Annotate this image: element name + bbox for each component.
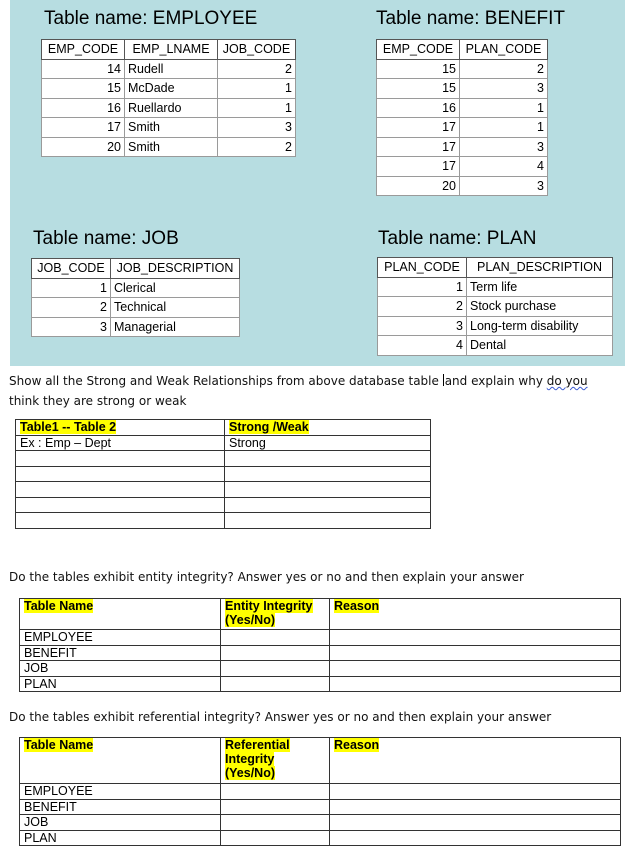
table-row <box>377 79 548 99</box>
table-row <box>20 799 621 815</box>
column-header: EMP_LNAME <box>125 40 218 60</box>
table-cell: 17 <box>377 157 460 177</box>
column-header: PLAN_DESCRIPTION <box>467 258 613 278</box>
table-cell[interactable] <box>16 513 225 529</box>
table-cell: 20 <box>377 176 460 196</box>
column-header: Table Name <box>20 599 221 630</box>
table-cell: 4 <box>378 336 467 356</box>
table-cell: 1 <box>32 278 111 298</box>
question-text: Show all the Strong and Weak Relationships from above database table <box>9 374 443 388</box>
table-header-row <box>20 599 621 630</box>
table-row <box>42 79 296 99</box>
table-cell: 16 <box>42 98 125 118</box>
table-cell: EMPLOYEE <box>20 630 221 646</box>
table-cell: PLAN <box>20 830 221 846</box>
column-header: PLAN_CODE <box>378 258 467 278</box>
table-cell[interactable] <box>330 815 621 831</box>
relationships-table <box>15 419 431 529</box>
table-cell[interactable] <box>16 482 225 498</box>
table-cell: 4 <box>460 157 548 177</box>
table-cell: Dental <box>467 336 613 356</box>
table-row <box>42 59 296 79</box>
table-cell: 3 <box>460 176 548 196</box>
table-cell: 2 <box>218 59 296 79</box>
table-cell[interactable] <box>16 497 225 513</box>
table-cell: 3 <box>460 137 548 157</box>
table-cell: 3 <box>32 317 111 337</box>
table-cell: 3 <box>460 79 548 99</box>
question-text: and explain why <box>444 374 547 388</box>
question-referential-integrity: Do the tables exhibit referential integrity? Answer yes or no and then explain your answer <box>9 710 552 724</box>
column-header: Strong /Weak <box>225 420 431 436</box>
table-cell: BENEFIT <box>20 645 221 661</box>
table-row <box>377 59 548 79</box>
table-cell: 1 <box>378 277 467 297</box>
table-row <box>16 435 431 451</box>
table-cell: 3 <box>378 316 467 336</box>
table-row[interactable] <box>16 466 431 482</box>
table-cell: 15 <box>42 79 125 99</box>
table-cell[interactable] <box>225 466 431 482</box>
table-row <box>20 645 621 661</box>
table-cell: Strong <box>225 435 431 451</box>
table-cell[interactable] <box>225 513 431 529</box>
table-row <box>20 661 621 677</box>
table-row <box>377 118 548 138</box>
question-entity-integrity: Do the tables exhibit entity integrity? Answer yes or no and then explain your answer <box>9 570 524 584</box>
job-table-title: Table name: JOB <box>33 228 179 249</box>
table-cell[interactable] <box>16 451 225 467</box>
table-cell[interactable] <box>221 815 330 831</box>
column-header: Table Name <box>20 738 221 784</box>
table-row <box>378 336 613 356</box>
table-row <box>42 118 296 138</box>
table-cell[interactable] <box>221 830 330 846</box>
table-header-row <box>42 40 296 60</box>
table-cell: BENEFIT <box>20 799 221 815</box>
question-relationships <box>9 371 588 411</box>
table-cell: PLAN <box>20 676 221 692</box>
table-cell[interactable] <box>330 645 621 661</box>
table-header-row <box>20 738 621 784</box>
table-cell[interactable] <box>221 630 330 646</box>
entity-integrity-table <box>19 598 621 692</box>
table-header-row <box>377 40 548 60</box>
column-header: Referential Integrity (Yes/No) <box>221 738 330 784</box>
column-header: JOB_CODE <box>218 40 296 60</box>
table-cell: 2 <box>218 137 296 157</box>
table-row <box>20 676 621 692</box>
table-row <box>377 176 548 196</box>
column-header: Entity Integrity (Yes/No) <box>221 599 330 630</box>
employee-table <box>41 39 296 157</box>
table-row <box>20 815 621 831</box>
table-row <box>20 830 621 846</box>
table-cell: 1 <box>460 118 548 138</box>
table-row <box>20 630 621 646</box>
column-header: Reason <box>330 738 621 784</box>
table-cell: 16 <box>377 98 460 118</box>
job-table <box>31 258 240 337</box>
table-cell[interactable] <box>225 451 431 467</box>
table-cell: Smith <box>125 137 218 157</box>
table-cell: Rudell <box>125 59 218 79</box>
table-cell[interactable] <box>225 497 431 513</box>
question-text: do you <box>546 374 588 388</box>
table-cell[interactable] <box>330 784 621 800</box>
table-cell: 17 <box>377 118 460 138</box>
table-header-row <box>378 258 613 278</box>
column-header: JOB_CODE <box>32 259 111 279</box>
table-cell: 2 <box>378 297 467 317</box>
table-row[interactable] <box>16 451 431 467</box>
table-cell[interactable] <box>221 645 330 661</box>
table-header-row <box>16 420 431 436</box>
table-cell: JOB <box>20 661 221 677</box>
table-cell: 2 <box>460 59 548 79</box>
table-row <box>42 98 296 118</box>
table-row <box>377 137 548 157</box>
table-cell: 1 <box>460 98 548 118</box>
table-row[interactable] <box>16 497 431 513</box>
table-row[interactable] <box>16 513 431 529</box>
table-cell: Ex : Emp – Dept <box>16 435 225 451</box>
table-cell[interactable] <box>16 466 225 482</box>
column-header: Reason <box>330 599 621 630</box>
table-cell: 20 <box>42 137 125 157</box>
table-row <box>32 317 240 337</box>
table-cell: 3 <box>218 118 296 138</box>
benefit-table <box>376 39 548 196</box>
table-cell[interactable] <box>221 784 330 800</box>
table-row <box>378 316 613 336</box>
table-cell: Ruellardo <box>125 98 218 118</box>
table-row <box>378 297 613 317</box>
table-cell: 17 <box>42 118 125 138</box>
benefit-table-title: Table name: BENEFIT <box>376 8 566 29</box>
table-cell: Managerial <box>111 317 240 337</box>
table-row <box>32 298 240 318</box>
table-cell[interactable] <box>221 661 330 677</box>
table-cell: Term life <box>467 277 613 297</box>
text-cursor <box>443 374 444 386</box>
question-text: think they are strong or weak <box>9 394 187 408</box>
table-row <box>378 277 613 297</box>
table-cell: Long-term disability <box>467 316 613 336</box>
table-cell: 17 <box>377 137 460 157</box>
table-cell: JOB <box>20 815 221 831</box>
table-cell[interactable] <box>330 630 621 646</box>
table-cell[interactable] <box>221 676 330 692</box>
table-cell[interactable] <box>221 799 330 815</box>
table-cell: 15 <box>377 59 460 79</box>
table-cell[interactable] <box>330 661 621 677</box>
employee-table-title: Table name: EMPLOYEE <box>44 8 258 29</box>
table-cell: 2 <box>32 298 111 318</box>
table-cell: 1 <box>218 98 296 118</box>
table-row[interactable] <box>16 482 431 498</box>
referential-integrity-table <box>19 737 621 846</box>
table-cell: McDade <box>125 79 218 99</box>
table-header-row <box>32 259 240 279</box>
table-cell[interactable] <box>330 799 621 815</box>
table-cell: Clerical <box>111 278 240 298</box>
column-header: JOB_DESCRIPTION <box>111 259 240 279</box>
table-cell: Smith <box>125 118 218 138</box>
table-cell: Technical <box>111 298 240 318</box>
table-row <box>32 278 240 298</box>
table-cell[interactable] <box>330 676 621 692</box>
plan-table-title: Table name: PLAN <box>378 228 537 249</box>
table-cell: Stock purchase <box>467 297 613 317</box>
table-cell[interactable] <box>225 482 431 498</box>
column-header: EMP_CODE <box>42 40 125 60</box>
table-row <box>42 137 296 157</box>
column-header: EMP_CODE <box>377 40 460 60</box>
table-cell: EMPLOYEE <box>20 784 221 800</box>
column-header: Table1 -- Table 2 <box>16 420 225 436</box>
table-cell[interactable] <box>330 830 621 846</box>
table-row <box>20 784 621 800</box>
plan-table <box>377 257 613 356</box>
table-row <box>377 98 548 118</box>
table-cell: 14 <box>42 59 125 79</box>
table-cell: 1 <box>218 79 296 99</box>
table-cell: 15 <box>377 79 460 99</box>
table-row <box>377 157 548 177</box>
column-header: PLAN_CODE <box>460 40 548 60</box>
